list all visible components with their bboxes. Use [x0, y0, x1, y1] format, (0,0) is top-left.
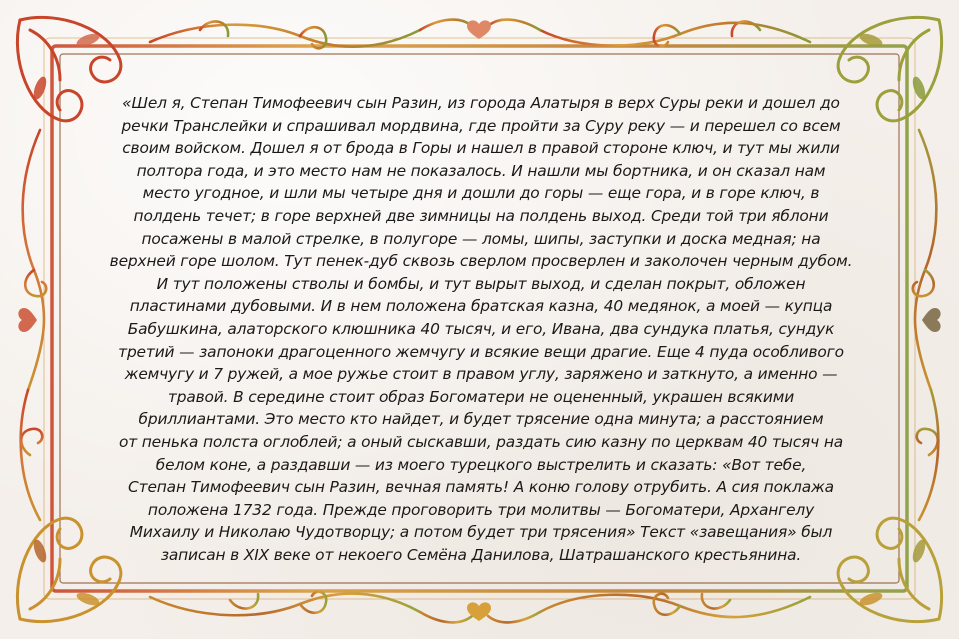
- text-line: бриллиантами. Это место кто найдет, и будет трясение одна минута; а расстоянием: [138, 410, 824, 429]
- text-line: И тут положены стволы и бомбы, и тут вырыт выход, и сделан покрыт, обложен: [156, 274, 806, 293]
- text-line: Михаилу и Николаю Чудотворцу; а потом будет три трясения» Текст «завещания» был: [129, 523, 833, 542]
- text-line: речки Транслейки и спрашивал мордвина, где пройти за Суру реку — и перешел со всем: [121, 116, 841, 135]
- text-line: третий — запоноки драгоценного жемчугу и всякие вещи драгие. Еще 4 пуда особливого: [118, 342, 844, 361]
- text-line: посажены в малой стрелке, в полугоре — ломы, шипы, заступки и доска медная; на: [141, 229, 821, 248]
- text-line: жемчугу и 7 ружей, а мое ружье стоит в правом углу, заряжено и заткнуто, а именно —: [124, 365, 838, 384]
- text-line: место угодное, и шли мы четыре дня и дошли до горы — еще гора, и в горе ключ, в: [142, 184, 820, 203]
- text-line: своим войском. Дошел я от брода в Горы и нашел в правой стороне ключ, и тут мы жили: [122, 139, 840, 158]
- text-line: Степан Тимофеевич сын Разин, вечная память! А коню голову отрубить. А сия поклажа: [128, 478, 834, 497]
- text-line: белом коне, а раздавши — из моего турецкого выстрелить и сказать: «Вот тебе,: [155, 455, 807, 474]
- text-line: травой. В середине стоит образ Богоматери не оцененный, украшен всякими: [167, 387, 795, 406]
- text-line: Бабушкина, алаторского клюшника 40 тысяч, и его, Ивана, два сундука платья, сундук: [127, 319, 835, 338]
- text-line: положена 1732 года. Прежде проговорить три молитвы — Богоматери, Архангелу: [147, 500, 815, 519]
- text-line: от пенька полста оглоблей; а оный сыскавши, раздать сию казну по церквам 40 тысяч на: [118, 432, 844, 451]
- text-line: полдень течет; в горе верхней две зимницы на полдень выход. Среди той три яблони: [133, 206, 829, 225]
- text-line: записан в XIX веке от некоего Семёна Данилова, Шатрашанского крестьянина.: [160, 545, 802, 564]
- text-line: полтора года, и это место нам не показалось. И нашли мы бортника, и он сказал нам: [136, 161, 826, 180]
- text-line: пластинами дубовыми. И в нем положена братская казна, 40 медянок, а моей — купца: [129, 297, 833, 316]
- testament-text: [88, 92, 874, 566]
- text-line: верхней горе шолом. Тут пенек-дуб сквозь сверлом просверлен и заколочен черным дубом.: [109, 252, 853, 271]
- text-line: «Шел я, Степан Тимофеевич сын Разин, из города Алатыря в верх Суры реки и дошел до: [122, 94, 840, 112]
